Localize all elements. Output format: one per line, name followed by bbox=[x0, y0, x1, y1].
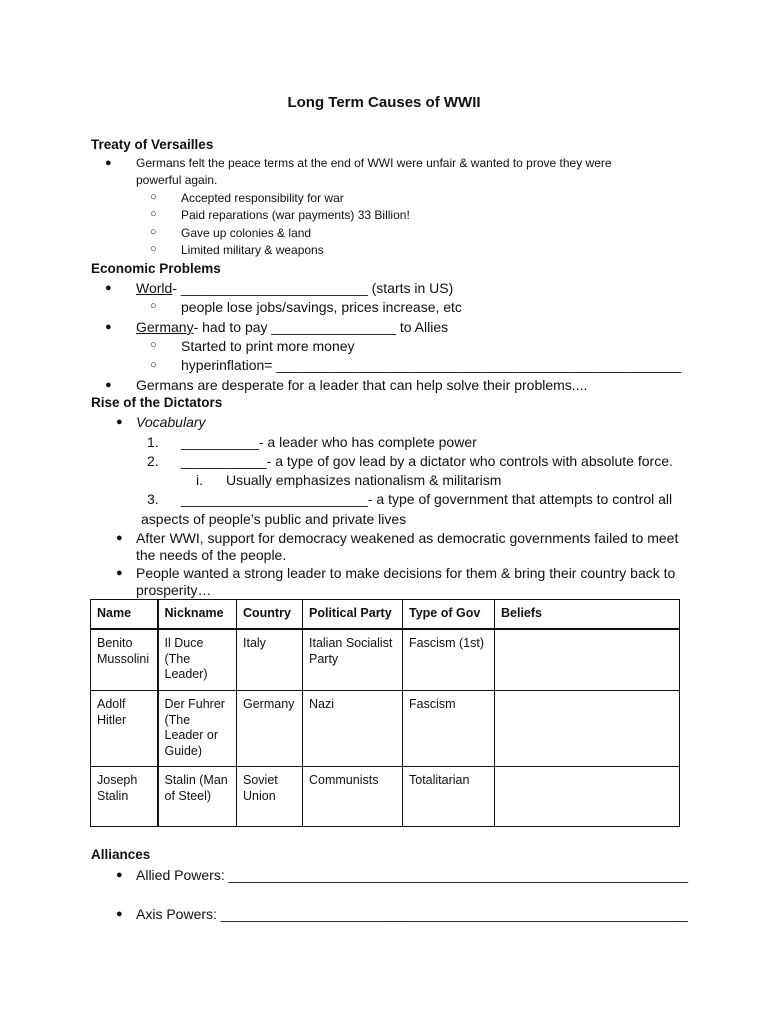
circle-bullet-icon: ○ bbox=[150, 208, 157, 220]
table-header-row bbox=[91, 600, 680, 630]
circle-bullet-icon: ○ bbox=[150, 226, 157, 238]
treaty-heading: Treaty of Versailles bbox=[91, 137, 214, 152]
vocab-number: 2. bbox=[147, 453, 159, 469]
circle-bullet-icon: ○ bbox=[150, 300, 157, 312]
cell-country: Italy bbox=[237, 629, 303, 691]
cell-nickname: Il Duce (The Leader) bbox=[158, 629, 237, 691]
after-wwi-line2: the needs of the people. bbox=[136, 547, 287, 563]
vocab-item-2 bbox=[181, 453, 673, 469]
vocabulary-label: Vocabulary bbox=[136, 414, 206, 430]
treaty-sub-item: Limited military & weapons bbox=[181, 243, 324, 257]
germany-sub2: hyperinflation= ____________________________________________________ bbox=[181, 357, 682, 373]
cell-party: Italian Socialist Party bbox=[303, 629, 403, 691]
dictators-table bbox=[90, 599, 680, 827]
germany-rest: - had to pay ________________ to Allies bbox=[193, 319, 449, 335]
circle-bullet-icon: ○ bbox=[150, 339, 157, 351]
cell-gov: Fascism bbox=[403, 691, 495, 767]
vocab-item-3: ________________________- a type of government that attempts to control all bbox=[181, 491, 673, 507]
germany-label: Germany bbox=[136, 319, 194, 335]
bullet-icon: ● bbox=[116, 567, 123, 579]
cell-nickname: Stalin (Man of Steel) bbox=[158, 767, 237, 827]
cell-country: Soviet Union bbox=[237, 767, 303, 827]
treaty-sub-item: Accepted responsibility for war bbox=[181, 191, 344, 205]
cell-country: Germany bbox=[237, 691, 303, 767]
circle-bullet-icon: ○ bbox=[150, 243, 157, 255]
cell-gov: Fascism (1st) bbox=[403, 629, 495, 691]
cell-gov: Totalitarian bbox=[403, 767, 495, 827]
cell-party: Nazi bbox=[303, 691, 403, 767]
world-rest: - ________________________ (starts in US) bbox=[172, 280, 454, 296]
alliances-heading: Alliances bbox=[91, 847, 151, 862]
cell-name: Adolf Hitler bbox=[91, 691, 158, 767]
treaty-sub-item: Paid reparations (war payments) 33 Billion! bbox=[181, 208, 410, 222]
treaty-main-line2: powerful again. bbox=[136, 173, 218, 187]
bullet-icon: ● bbox=[116, 416, 123, 428]
economic-heading: Economic Problems bbox=[91, 261, 221, 276]
cell-beliefs[interactable] bbox=[495, 767, 680, 827]
world-line bbox=[136, 280, 453, 296]
vocab-sub-number: i. bbox=[196, 472, 203, 488]
people-line1: People wanted a strong leader to make decisions for them & bring their country back to bbox=[136, 565, 676, 581]
table-row bbox=[91, 767, 680, 827]
dictators-heading: Rise of the Dictators bbox=[91, 395, 223, 410]
vocab-number: 3. bbox=[147, 491, 159, 507]
cell-beliefs[interactable] bbox=[495, 691, 680, 767]
circle-bullet-icon: ○ bbox=[150, 191, 157, 203]
bullet-icon: ● bbox=[105, 379, 112, 391]
world-sub: people lose jobs/savings, prices increase, etc bbox=[181, 299, 462, 315]
table-row bbox=[91, 691, 680, 767]
germany-sub1: Started to print more money bbox=[181, 338, 355, 354]
desperate-line: Germans are desperate for a leader that can help solve their problems.... bbox=[136, 377, 588, 393]
cell-name: Joseph Stalin bbox=[91, 767, 158, 827]
circle-bullet-icon: ○ bbox=[150, 359, 157, 371]
bullet-icon: ● bbox=[116, 532, 123, 544]
cell-nickname: Der Fuhrer (The Leader or Guide) bbox=[158, 691, 237, 767]
germany-line bbox=[136, 319, 448, 335]
table-row bbox=[91, 629, 680, 691]
vocab-def: - a leader who has complete power bbox=[258, 434, 477, 450]
col-header-party: Political Party bbox=[303, 600, 403, 630]
people-line2: prosperity… bbox=[136, 582, 212, 598]
col-header-name: Name bbox=[91, 600, 158, 630]
vocab-item-1 bbox=[181, 434, 477, 450]
col-header-gov: Type of Gov bbox=[403, 600, 495, 630]
treaty-sub-item: Gave up colonies & land bbox=[181, 226, 312, 240]
vocab-item-3-cont: aspects of people’s public and private lives bbox=[141, 511, 407, 527]
cell-party: Communists bbox=[303, 767, 403, 827]
allied-powers-line: Allied Powers: ___________________________________________________________ bbox=[136, 867, 688, 883]
bullet-icon: ● bbox=[105, 282, 112, 294]
col-header-nickname: Nickname bbox=[158, 600, 237, 630]
axis-powers-line: Axis Powers: ____________________________________________________________ bbox=[136, 906, 688, 922]
bullet-icon: ● bbox=[105, 157, 112, 169]
world-label: World bbox=[136, 280, 173, 296]
bullet-icon: ● bbox=[116, 869, 123, 881]
page-title: Long Term Causes of WWII bbox=[287, 94, 481, 111]
treaty-main-line1: Germans felt the peace terms at the end of WWI were unfair & wanted to prove they were bbox=[136, 156, 612, 170]
cell-name: Benito Mussolini bbox=[91, 629, 158, 691]
vocab-blank: ___________ bbox=[181, 453, 267, 469]
bullet-icon: ● bbox=[116, 908, 123, 920]
vocab-sub: Usually emphasizes nationalism & militarism bbox=[226, 472, 502, 488]
vocab-blank: __________ bbox=[181, 434, 259, 450]
col-header-beliefs: Beliefs bbox=[495, 600, 680, 630]
vocab-number: 1. bbox=[147, 434, 159, 450]
vocab-def: - a type of gov lead by a dictator who controls with absolute force. bbox=[266, 453, 673, 469]
col-header-country: Country bbox=[237, 600, 303, 630]
cell-beliefs[interactable] bbox=[495, 629, 680, 691]
after-wwi-line1: After WWI, support for democracy weakened as democratic governments failed to meet bbox=[136, 530, 679, 546]
bullet-icon: ● bbox=[105, 321, 112, 333]
